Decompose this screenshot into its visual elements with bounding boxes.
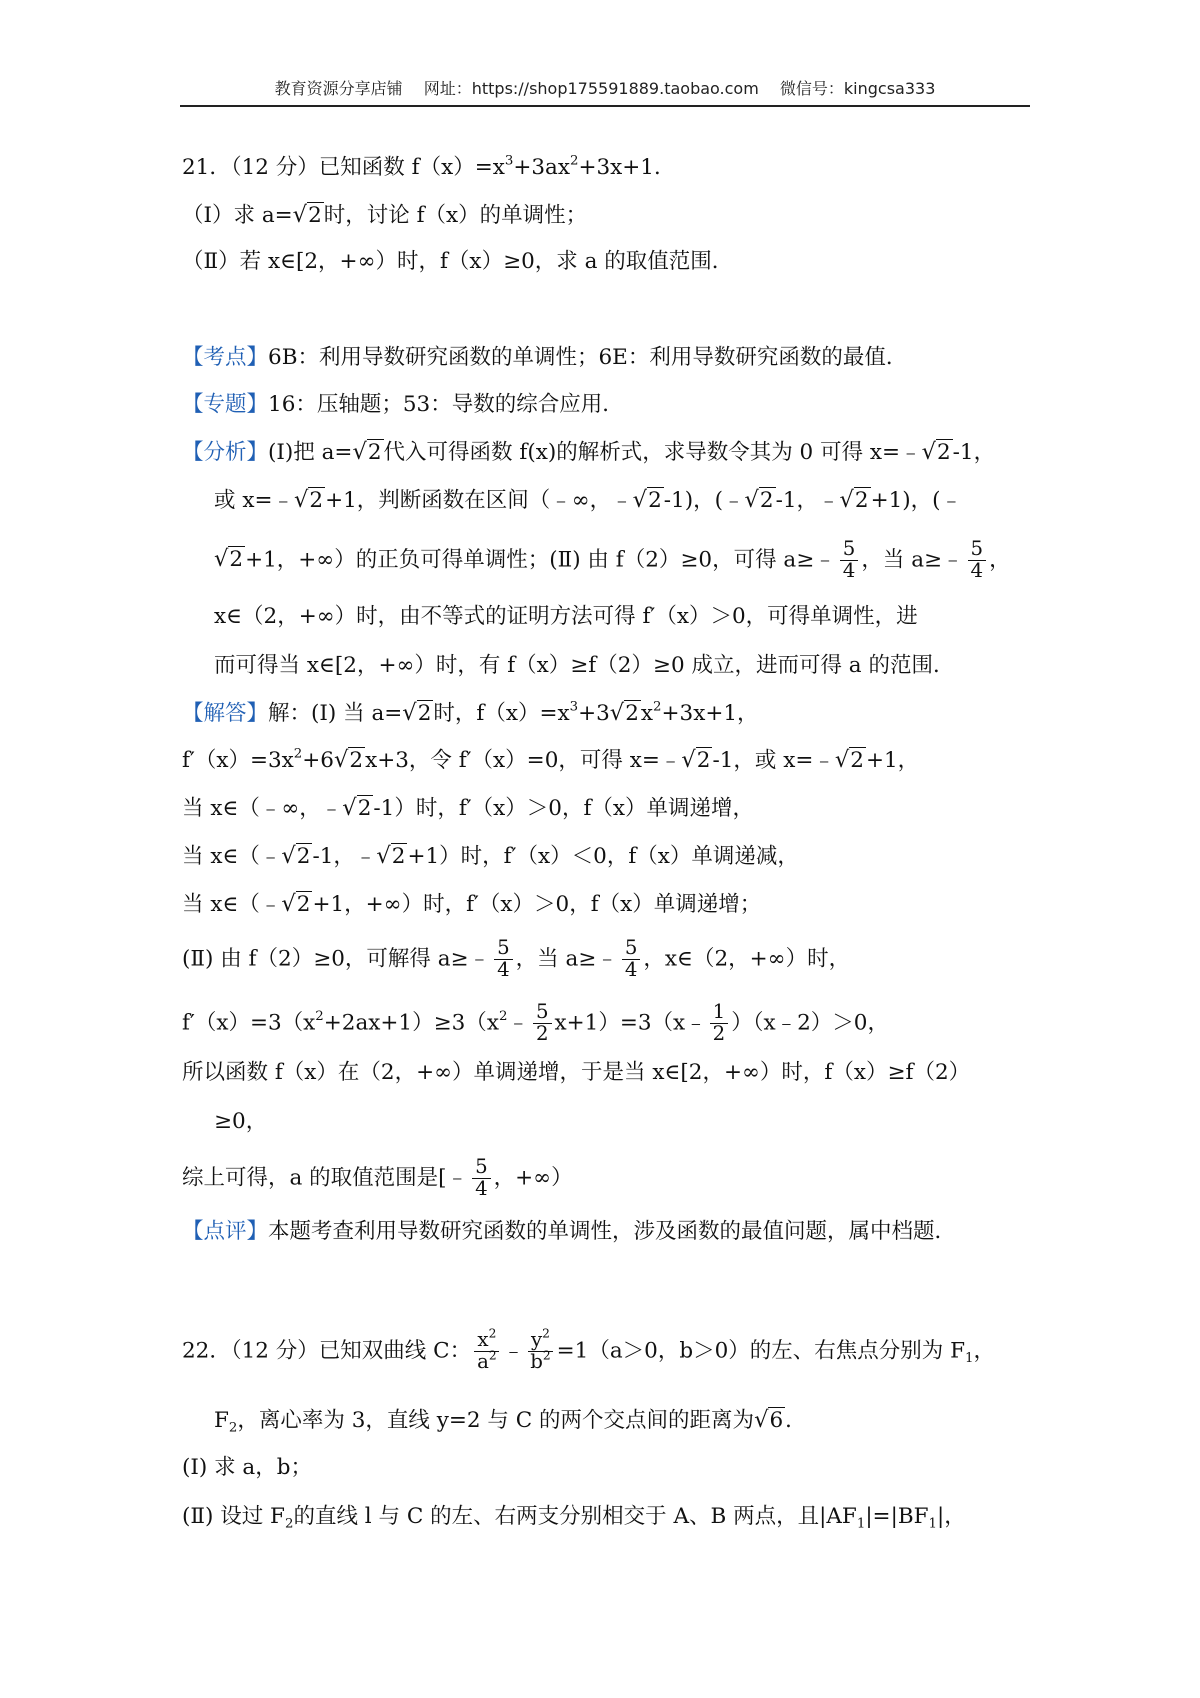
fenxi-line-1: 【分析】(Ⅰ)把 a=√2代入可得函数 f(x)的解析式，求导数令其为 0 可得 x=﹣√2-1， xyxy=(182,437,995,468)
kaodian: 【考点】6B：利用导数研究函数的单调性；6E：利用导数研究函数的最值． xyxy=(182,345,908,370)
fraction-5-4: $\frac{5}{4}$ xyxy=(622,938,641,981)
fraction-5-4: $\frac{5}{4}$ xyxy=(968,539,987,582)
jieda-line-9: ≥0， xyxy=(214,1109,268,1134)
sqrt-2: √2 xyxy=(839,487,869,513)
sqrt-2: √2 xyxy=(376,843,406,869)
zhuanti: 【专题】16：压轴题；53：导数的综合应用． xyxy=(182,392,624,417)
sqrt-2: √2 xyxy=(342,795,372,821)
fraction-5-4: $\frac{5}{4}$ xyxy=(494,938,513,981)
sqrt-2: √2 xyxy=(333,747,364,773)
fenxi-line-5: 而可得当 x∈[2，+∞）时，有 f（x）≥f（2）≥0 成立，进而可得 a 的范围． xyxy=(214,653,955,678)
q22-stem: 22．（12 分）已知双曲线 C： $\frac{x^2}{a^2}$ ﹣ $\frac{y^2}{b^2}$ =1（a＞0，b＞0）的左、右焦点分别为 $F_1$， xyxy=(182,1326,996,1373)
sqrt-2: √2 xyxy=(293,487,324,513)
q21-part1: （Ⅰ）求 a=√2时，讨论 f（x）的单调性； xyxy=(182,200,587,231)
sqrt-2: √2 xyxy=(352,439,382,465)
jieda-line-1: 【解答】解：(Ⅰ) 当 a=√2时，$f(x)=x^3+3√2x^2+3x+1$， xyxy=(182,698,759,729)
shop-name: 教育资源分享店铺 xyxy=(274,79,403,98)
jieda-tag: 【解答】 xyxy=(182,701,269,726)
sqrt-2: √2 xyxy=(609,700,639,726)
jieda-line-6: (Ⅱ) 由 f（2）≥0，可解得 a≥﹣ $\frac{5}{4}$ ，当 a≥﹣ $\frac{5}{4}$ ，x∈（2，+∞）时， xyxy=(182,936,851,981)
jieda-line-8: 所以函数 f（x）在（2，+∞）单调递增，于是当 x∈[2，+∞）时，f（x）≥f（2） xyxy=(182,1060,971,1085)
q21-stem: 21．（12 分）已知函数 $f(x)=x^3+3ax^2+3x+1$． xyxy=(182,153,676,180)
sqrt-2: √2 xyxy=(281,891,311,917)
fraction-x2-a2: $\frac{x^2}{a^2}$ xyxy=(474,1330,500,1373)
fenxi-line-4: x∈（2，+∞）时，由不等式的证明方法可得 f′（x）＞0，可得单调性，进 xyxy=(214,604,918,629)
dianping-tag: 【点评】 xyxy=(182,1219,269,1244)
jieda-line-2: $f'(x)=3x^2+6√2x+3$，令 f′（x）=0，可得 x=﹣√2-1，或 x=﹣√2+1， xyxy=(182,745,919,776)
fraction-y2-b2: $\frac{y^2}{b^2}$ xyxy=(527,1330,553,1373)
q22-part1: (Ⅰ) 求 a，b； xyxy=(182,1455,313,1480)
fraction-5-2: $\frac{5}{2}$ xyxy=(533,1002,552,1045)
sqrt-2: √2 xyxy=(281,843,311,869)
jieda-line-4: 当 x∈（﹣√2-1，﹣√2+1）时，f′（x）＜0，f（x）单调递减， xyxy=(182,841,799,872)
jieda-line-10: 综上可得，a 的取值范围是[﹣ $\frac{5}{4}$ ，+∞） xyxy=(182,1155,573,1200)
sqrt-2: √2 xyxy=(402,700,432,726)
shop-url: 网址：https://shop175591889.taobao.com xyxy=(423,79,759,98)
fenxi-line-2: 或 x=﹣√2+1，判断函数在区间（﹣∞，﹣√2-1)，(﹣√2-1，﹣√2+1)，(﹣ xyxy=(214,485,962,516)
jieda-line-5: 当 x∈（﹣√2+1，+∞）时，f′（x）＞0，f（x）单调递增； xyxy=(182,889,761,920)
dianping: 【点评】本题考查利用导数研究函数的单调性，涉及函数的最值问题，属中档题． xyxy=(182,1219,957,1244)
fraction-1-2: $\frac{1}{2}$ xyxy=(710,1002,729,1045)
q21-part2: （Ⅱ）若 x∈[2，+∞）时，f（x）≥0，求 a 的取值范围． xyxy=(182,249,734,274)
fenxi-line-3: √2+1，+∞）的正负可得单调性；(Ⅱ) 由 f（2）≥0，可得 a≥﹣ $\frac{5}{4}$ ，当 a≥﹣ $\frac{5}{4}$ ， xyxy=(214,537,1011,582)
wechat-id: 微信号：kingcsa333 xyxy=(779,79,936,98)
sqrt-2: √2 xyxy=(834,747,864,773)
sqrt-2: √2 xyxy=(921,439,951,465)
fraction-5-4: $\frac{5}{4}$ xyxy=(840,539,859,582)
sqrt-2: √2 xyxy=(744,487,774,513)
sqrt-2: √2 xyxy=(632,487,662,513)
page-header xyxy=(180,76,1030,107)
sqrt-2: √2 xyxy=(681,747,711,773)
fraction-5-4: $\frac{5}{4}$ xyxy=(472,1157,491,1200)
fenxi-tag: 【分析】 xyxy=(182,440,269,465)
sqrt-6: √6 xyxy=(754,1407,784,1433)
q22-line-2: $F_2$，离心率为 3，直线 y=2 与 C 的两个交点间的距离为√6． xyxy=(214,1407,807,1436)
zhuanti-tag: 【专题】 xyxy=(182,392,269,417)
kaodian-tag: 【考点】 xyxy=(182,345,269,370)
jieda-line-3: 当 x∈（﹣∞，﹣√2-1）时，f′（x）＞0，f（x）单调递增， xyxy=(182,793,754,824)
q22-part2: (Ⅱ) 设过 $F_2$的直线 l 与 C 的左、右两支分别相交于 A、B 两点，且$|AF_1|=|BF_1|$， xyxy=(182,1504,966,1532)
jieda-line-7: $f'(x)=3(x^2+2ax+1)\ge 3(x^2﹣$ $\frac{5}{2}$ x+1）=3（x﹣ $\frac{1}{2}$ ）（x﹣2）＞0， xyxy=(182,1000,889,1045)
sqrt-2: √2 xyxy=(214,546,244,573)
sqrt-2: √2 xyxy=(292,202,322,228)
